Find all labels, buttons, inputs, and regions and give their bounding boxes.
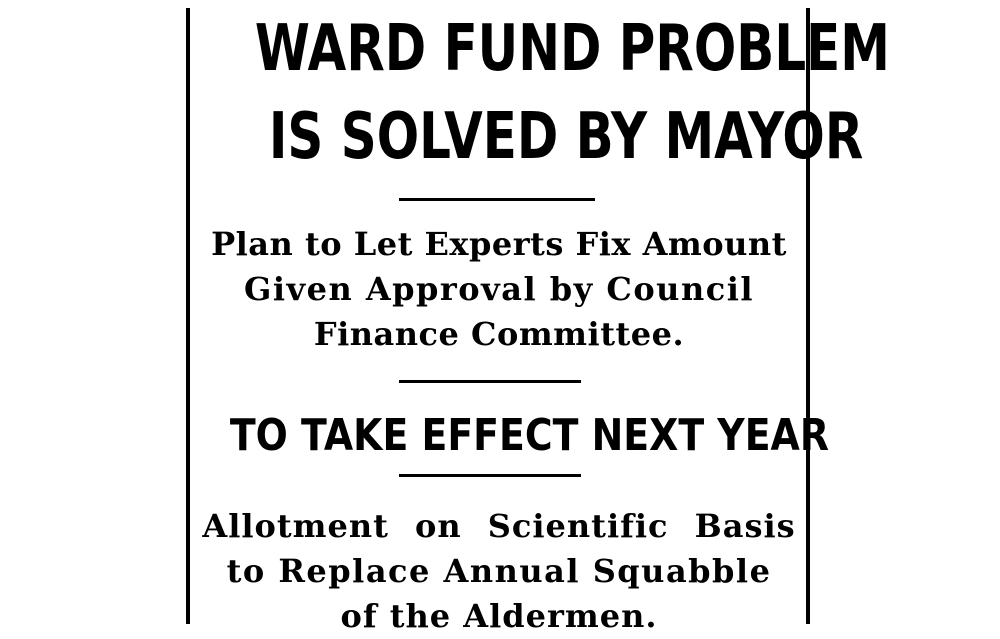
article-headline-block: [186, 8, 890, 635]
deck-one: [186, 222, 812, 357]
divider-rule: [399, 198, 595, 201]
deck-two: [186, 504, 812, 639]
deck-two-line-2: to Replace Annual Squabble: [226, 552, 772, 590]
deck-one-line-2: Given Approval by Council: [244, 270, 754, 308]
deck-one-line-1: Plan to Let Experts Fix Amount: [211, 225, 787, 263]
headline-line-1: WARD FUND PROBLEM: [254, 12, 890, 86]
deck-two-line-1: Allotment on Scientific Basis: [202, 507, 796, 545]
divider-rule: [399, 474, 581, 477]
deck-two-line-3: of the Aldermen.: [340, 597, 658, 635]
deck-one-line-3: Finance Committee.: [313, 315, 685, 353]
subheadline: TO TAKE EFFECT NEXT YEAR: [229, 410, 829, 461]
headline-line-2: IS SOLVED BY MAYOR: [268, 100, 864, 174]
divider-rule: [399, 380, 581, 383]
